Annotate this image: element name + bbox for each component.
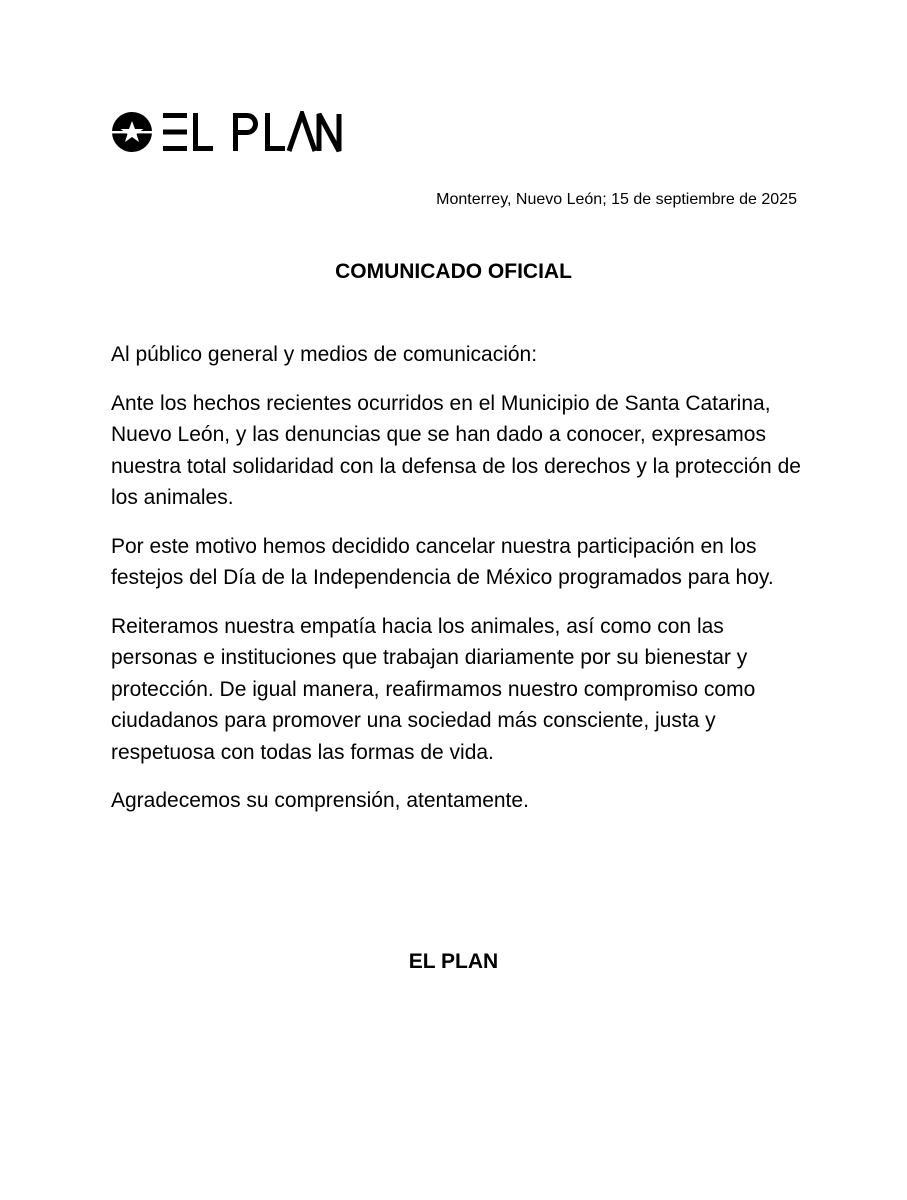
logo-letter-p bbox=[233, 113, 256, 151]
greeting: Al público general y medios de comunicación: bbox=[111, 343, 538, 366]
logo-letter-l bbox=[193, 113, 213, 151]
logo-letter-e bbox=[163, 113, 187, 151]
paragraph-2: Por este motivo hemos decidido cancelar nuestra participación en los festejos del Día de la Independencia de México programados para hoy. bbox=[111, 534, 774, 589]
dateline: Monterrey, Nuevo León; 15 de septiembre de 2025 bbox=[436, 191, 797, 208]
star-circle-icon bbox=[112, 112, 152, 152]
paragraph-3: Reiteramos nuestra empatía hacia los animales, así como con las personas e instituciones que trabajan diariamente por su bienestar y protección. De igual manera, reafirmamos nuestro compromiso como ciudadanos para promover una sociedad más consciente, justa y respetuosa con todas las formas de vida. bbox=[111, 614, 756, 764]
logo-graphic bbox=[111, 111, 351, 153]
logo-letter-l2 bbox=[265, 113, 285, 151]
logo-letter-n bbox=[319, 114, 339, 151]
closing: Agradecemos su comprensión, atentamente. bbox=[111, 789, 529, 812]
paragraph-1: Ante los hechos recientes ocurridos en el Municipio de Santa Catarina, Nuevo León, y las denuncias que se han dado a conocer, expresamos nuestra total solidaridad con la defensa de los derechos y la protección de los animales. bbox=[111, 391, 801, 509]
document-body bbox=[111, 339, 811, 834]
logo-letter-a bbox=[289, 114, 315, 151]
brand-logo bbox=[111, 111, 351, 153]
document-title: COMUNICADO OFICIAL bbox=[335, 260, 572, 283]
signature: EL PLAN bbox=[408, 950, 499, 973]
